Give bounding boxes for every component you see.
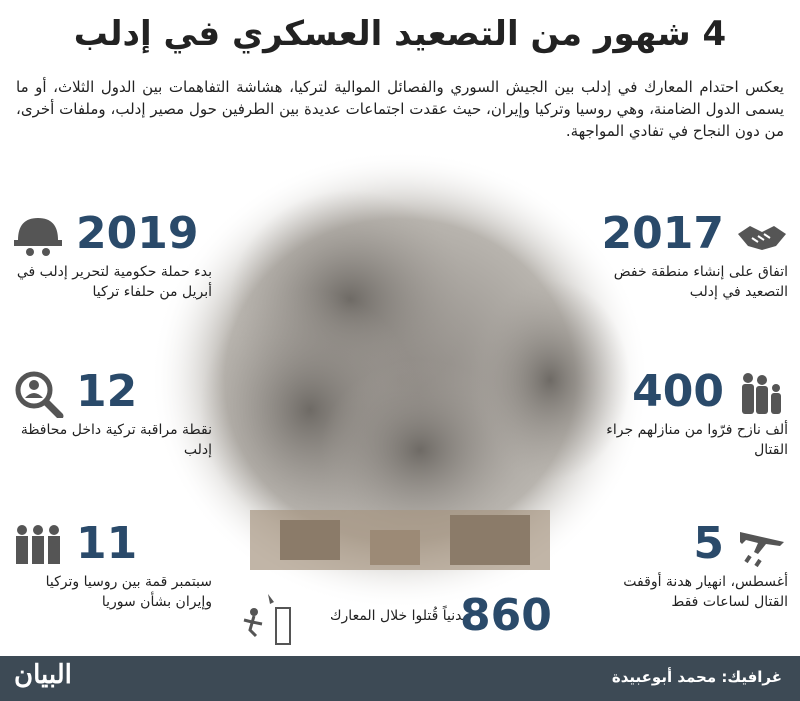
stat-400 bbox=[588, 368, 788, 460]
albayan-logo: البيان bbox=[14, 660, 72, 690]
meeting-icon bbox=[12, 522, 64, 570]
explosion-smoke-image bbox=[150, 150, 650, 610]
stat-text: ألف نازح فرّوا من منازلهم جراء القتال bbox=[606, 422, 788, 458]
stat-value: 5 bbox=[693, 518, 724, 569]
stat-text: مدنياً قُتلوا خلال المعارك bbox=[330, 608, 471, 624]
footer-bar bbox=[0, 656, 800, 701]
stat-11 bbox=[12, 520, 212, 612]
family-icon bbox=[736, 370, 788, 418]
stat-text: سبتمبر قمة بين روسيا وتركيا وإيران بشأن سوريا bbox=[45, 574, 212, 610]
stat-860 bbox=[240, 590, 552, 650]
stat-12 bbox=[12, 368, 212, 460]
magnifier-person-icon bbox=[12, 370, 64, 418]
stat-2017 bbox=[588, 210, 788, 302]
stat-value: 2019 bbox=[76, 208, 199, 259]
stat-value: 12 bbox=[76, 366, 138, 417]
stat-value: 2017 bbox=[601, 208, 724, 259]
stat-text: بدء حملة حكومية لتحرير إدلب في أبريل من حلفاء تركيا bbox=[16, 264, 212, 300]
helmet-icon bbox=[12, 212, 64, 260]
stat-text: أغسطس، انهيار هدنة أوقفت القتال لساعات فقط bbox=[623, 574, 788, 610]
intro-paragraph: يعكس احتدام المعارك في إدلب بين الجيش السوري والفصائل الموالية لتركيا، هشاشة التفاهمات بين الدول الثلاث، أو ما يسمى الدول الضامنة، وهي روسيا وتركيا وإيران، حيث عقدت اجتماعات عديدة بين الطرفين حول مصير إدلب، وملفات أخرى، من دون النجاح في تفادي المواجهة. bbox=[16, 78, 784, 140]
warplane-icon bbox=[736, 522, 788, 570]
stat-text: نقطة مراقبة تركية داخل محافظة إدلب bbox=[20, 422, 212, 458]
stat-2019 bbox=[12, 210, 212, 302]
stat-value: 860 bbox=[460, 590, 552, 641]
stat-value: 11 bbox=[76, 518, 138, 569]
page-title: 4 شهور من التصعيد العسكري في إدلب bbox=[73, 14, 727, 54]
stat-value: 400 bbox=[632, 366, 724, 417]
handshake-icon bbox=[736, 212, 788, 260]
stat-text: اتفاق على إنشاء منطقة خفض التصعيد في إدلب bbox=[613, 264, 788, 300]
falling-person-icon bbox=[240, 590, 300, 646]
stat-5 bbox=[588, 520, 788, 612]
graphic-credit: غرافيك: محمد أبوعبيدة bbox=[611, 668, 782, 686]
